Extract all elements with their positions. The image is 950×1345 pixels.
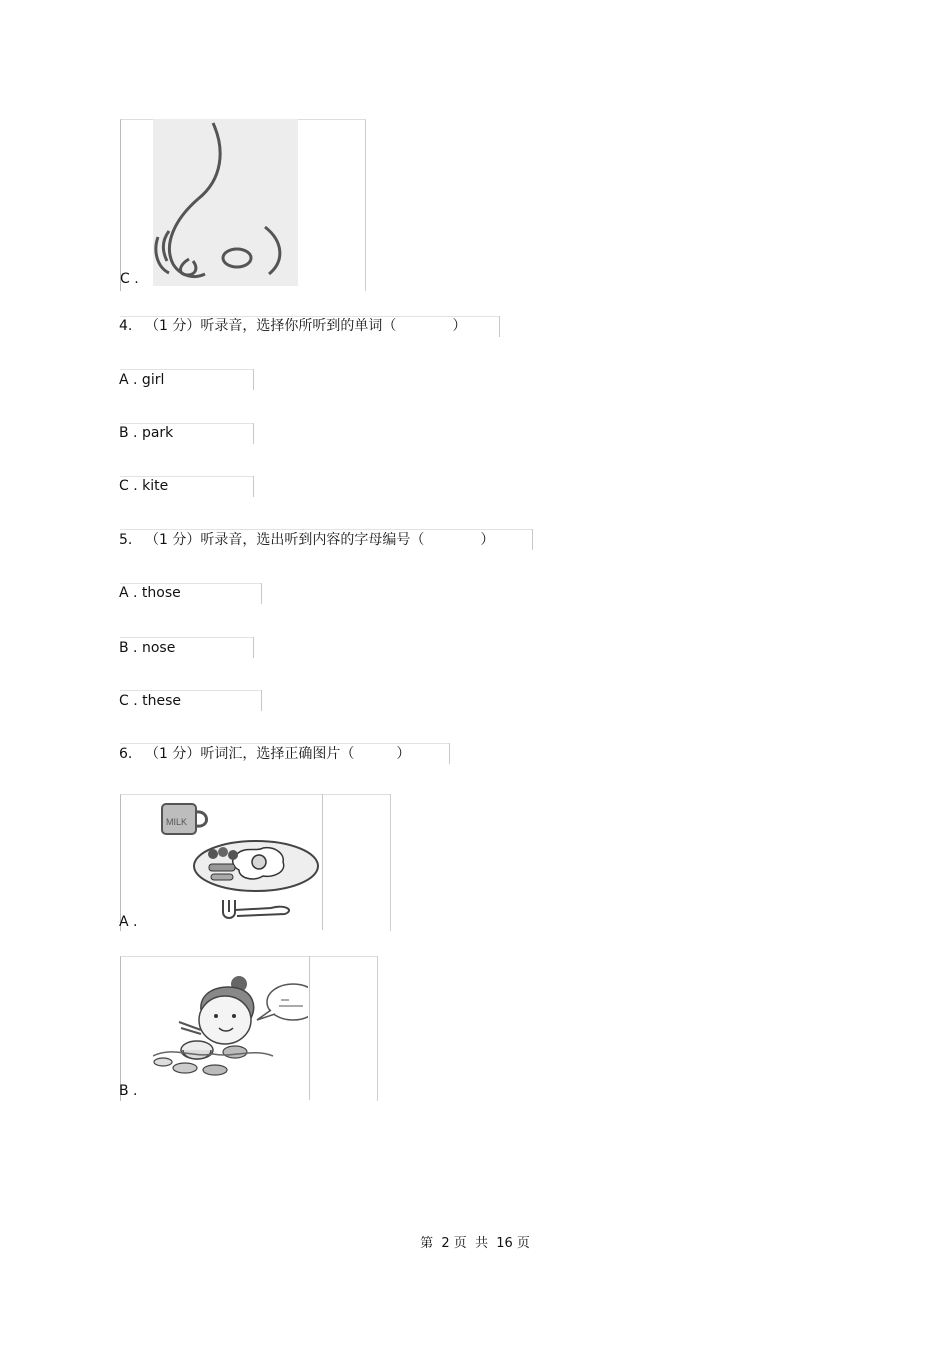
option-label: B . nose <box>119 640 176 656</box>
question-number: 6. <box>119 746 133 762</box>
question-text: （1 分）听录音，选出听到内容的字母编号（ ） <box>145 532 495 548</box>
option-label: A . girl <box>119 372 165 388</box>
girl-eating-icon <box>153 958 308 1100</box>
question-number: 5. <box>119 532 133 548</box>
question-text: （1 分）听录音，选择你所听到的单词（ ） <box>145 318 467 334</box>
option-label: A . <box>119 914 138 930</box>
option-label: C . kite <box>119 478 169 494</box>
mug-label: MILK <box>166 817 188 827</box>
option-label: B . <box>119 1083 138 1099</box>
question-text: （1 分）听词汇，选择正确图片（ ） <box>145 746 411 762</box>
nose-icon <box>153 119 298 286</box>
question-number: 4. <box>119 318 133 334</box>
page-footer: 第 2 页 共 16 页 <box>420 1236 530 1251</box>
option-label: B . park <box>119 425 174 441</box>
breakfast-plate-icon <box>153 796 321 930</box>
option-label: C . these <box>119 693 182 709</box>
option-label: C . <box>120 271 139 287</box>
option-label: A . those <box>119 585 181 601</box>
